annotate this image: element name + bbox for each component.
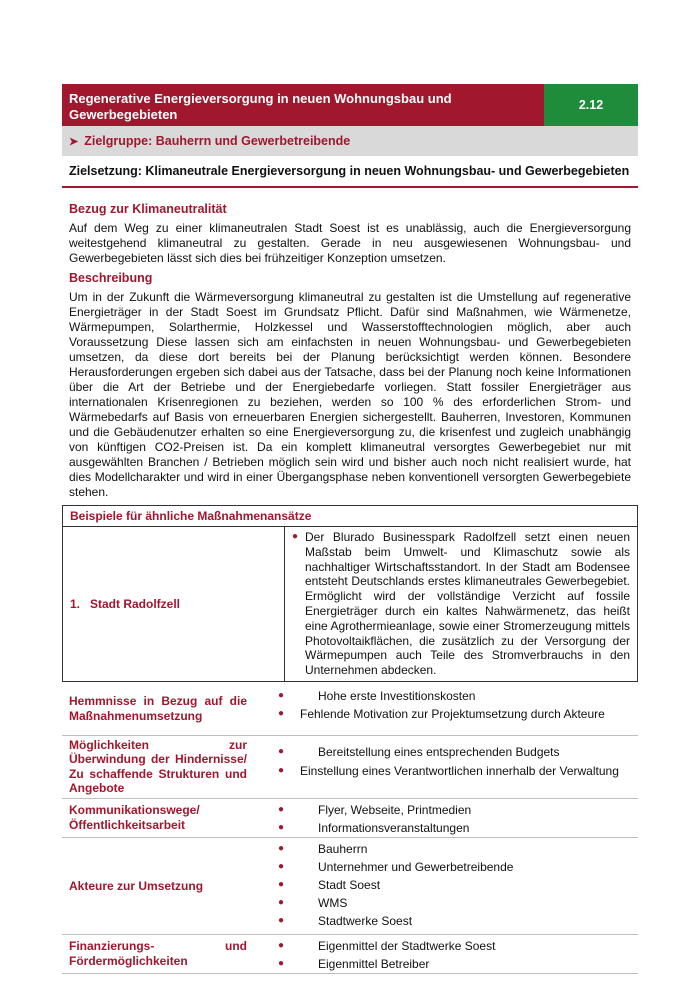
bullet-icon: ● <box>278 708 285 720</box>
bullet-icon: ● <box>278 896 285 908</box>
target-group-band <box>62 126 638 156</box>
list-item <box>278 895 632 911</box>
bullet-icon: ● <box>278 689 285 701</box>
example-text <box>285 527 638 682</box>
description-heading: Beschreibung <box>69 271 153 285</box>
list-item <box>278 688 632 704</box>
list-item-text: Eigenmittel der Stadtwerke Soest <box>318 938 496 953</box>
detail-row-label: Akteure zur Umsetzung <box>69 878 204 893</box>
list-item-text: Flyer, Webseite, Printmedien <box>318 802 472 817</box>
detail-row-label: Hemmnisse in Bezug auf die Maßnahmenumsetzung <box>69 694 247 723</box>
list-item-text: Bauherrn <box>318 841 368 856</box>
list-item <box>278 913 632 929</box>
example-city: 1. Stadt Radolfzell <box>63 527 285 682</box>
detail-row-items <box>247 683 638 735</box>
bullet-icon: ● <box>278 765 285 777</box>
detail-row-label: Möglichkeiten zur Überwindung der Hindernisse/ Zu schaffende Strukturen und Angebote <box>69 737 247 796</box>
bullet-icon: ● <box>278 842 285 854</box>
list-item-text: Informationsveranstaltungen <box>318 821 470 836</box>
bullet-icon: ● <box>292 531 299 542</box>
list-item-text: Einstellung eines Verantwortlichen innerhalb der Verwaltung <box>300 764 619 779</box>
list-item-text: Unternehmer und Gewerbetreibende <box>318 859 514 874</box>
measure-number: 2.12 <box>544 84 638 126</box>
examples-table <box>62 505 638 682</box>
detail-row-label: Kommunikationswege/ Öffentlichkeitsarbeit <box>69 803 200 832</box>
example-description: Der Blurado Businesspark Radolfzell setzt einen neuen Maßstab beim Umwelt- und Klimaschutz sowie als nachhaltiger Wirtschaftsstandort. In der Stadt am Bodensee entsteht Deutschlands erstes klimaneutrales Gewerbegebiet. Ermöglicht wird der vollständige Verzicht auf fossile Energieträger durch ein kaltes Nahwärmenetz, das heißt eine Agrothermieanlage, sowie einer Stromerzeugung mittels Photovoltaikflächen, die zusätzlich zu der Versorgung der Wärmepumpen auch Teile des Stromverbrauchs in den Unternehmen abdecken. <box>305 530 630 678</box>
description-text: Um in der Zukunft die Wärmeversorgung klimaneutral zu gestalten ist die Umstellung auf regenerative Energieträger in der Stadt Soest im Grundsatz Pflicht. Dafür sind Maßnahmen, wie Wärmenetze, Wärmepumpen, Solarthermie, Holzkessel und Wasserstofftechnologien möglich, aber auch Voraussetzung Diese lassen sich am einfachsten in neuen Wohnungsbau- und Gewerbegebieten umsetzen, da diese dort bereits bei der Planung berücksichtigt werden können. Besondere Herausforderungen ergeben sich dabei aus der Tatsache, dass bei der Planung noch keine Informationen über die Art der Betriebe und der Energiebedarfe vorliegen. Statt fossiler Energieträger aus internationalen Krisenregionen zu beziehen, werden so 100 % des erforderlichen Strom- und Wärmebedarfs auf Basis von erneuerbaren Energien sichergestellt. Bauherren, Investoren, Kommunen und die Gebäudenutzer erhalten so eine Energieversorgung zu, die krisenfest und zugleich unabhängig von künftigen CO2-Preisen ist. Da ein komplett klimaneutral versorgtes Gewerbegebiet nur mit ausgewählten Branchen / Betrieben möglich sein wird und bisher auch noch nicht realisiert wurde, hat dies Modellcharakter und wird in einer Übergangsphase neben konventionell versorgten Gewerbegebiete stehen. <box>69 290 631 499</box>
list-item <box>278 821 632 836</box>
bullet-icon: ● <box>278 803 285 815</box>
list-item <box>278 957 632 972</box>
list-item-text: Stadt Soest <box>318 877 381 892</box>
list-item-text: Stadtwerke Soest <box>318 913 413 928</box>
header-bar <box>62 84 638 126</box>
list-item <box>278 802 632 818</box>
list-item-text: Bereitstellung eines entsprechenden Budgets <box>318 744 560 759</box>
climate-text: Auf dem Weg zu einer klimaneutralen Stadt Soest ist es unablässig, auch die Energieversorgung weitestgehend klimaneutral zu gestalten. Gerade in neu ausgewiesenen Wohnungsbau- und Gewerbegebieten lässt sich dies bei frühzeitiger Konzeption umsetzen. <box>69 221 631 265</box>
examples-heading: Beispiele für ähnliche Maßnahmenansätze <box>63 506 638 527</box>
target-group-text: Zielgruppe: Bauherrn und Gewerbetreibende <box>84 134 351 148</box>
list-item <box>278 707 632 722</box>
list-item <box>278 841 632 857</box>
list-item <box>278 877 632 893</box>
detail-row <box>62 736 638 799</box>
measure-details <box>62 683 638 974</box>
list-item <box>278 764 632 779</box>
climate-heading: Bezug zur Klimaneutralität <box>69 202 227 216</box>
bullet-icon: ● <box>278 745 285 757</box>
measure-title: Regenerative Energieversorgung in neuen Wohnungsbau und Gewerbegebieten <box>62 84 544 126</box>
detail-row-label: Finanzierungs- und Fördermöglichkeiten <box>69 939 247 968</box>
bullet-icon: ● <box>278 860 285 872</box>
bullet-icon: ● <box>278 878 285 890</box>
detail-row <box>62 838 638 935</box>
list-item <box>278 744 632 760</box>
detail-row-items <box>247 736 638 798</box>
bullet-icon: ● <box>278 939 285 951</box>
list-item <box>278 938 632 954</box>
detail-row-items <box>247 838 638 934</box>
list-item-text: Fehlende Motivation zur Projektumsetzung durch Akteure <box>300 707 605 722</box>
bullet-icon: ● <box>278 914 285 926</box>
detail-row-items <box>247 799 638 837</box>
detail-row <box>62 935 638 974</box>
goal-line: Zielsetzung: Klimaneutrale Energieversorgung in neuen Wohnungsbau- und Gewerbegebieten <box>62 164 638 188</box>
detail-row <box>62 799 638 838</box>
bullet-icon: ● <box>278 958 285 970</box>
detail-row <box>62 683 638 736</box>
list-item <box>278 859 632 875</box>
list-item-text: WMS <box>318 895 348 910</box>
arrow-bullet-icon: ➤ <box>69 135 79 148</box>
measure-sheet <box>62 84 638 974</box>
list-item-text: Hohe erste Investitionskosten <box>318 688 476 703</box>
detail-row-items <box>247 935 638 973</box>
list-item-text: Eigenmittel Betreiber <box>318 957 430 972</box>
bullet-icon: ● <box>278 822 285 834</box>
